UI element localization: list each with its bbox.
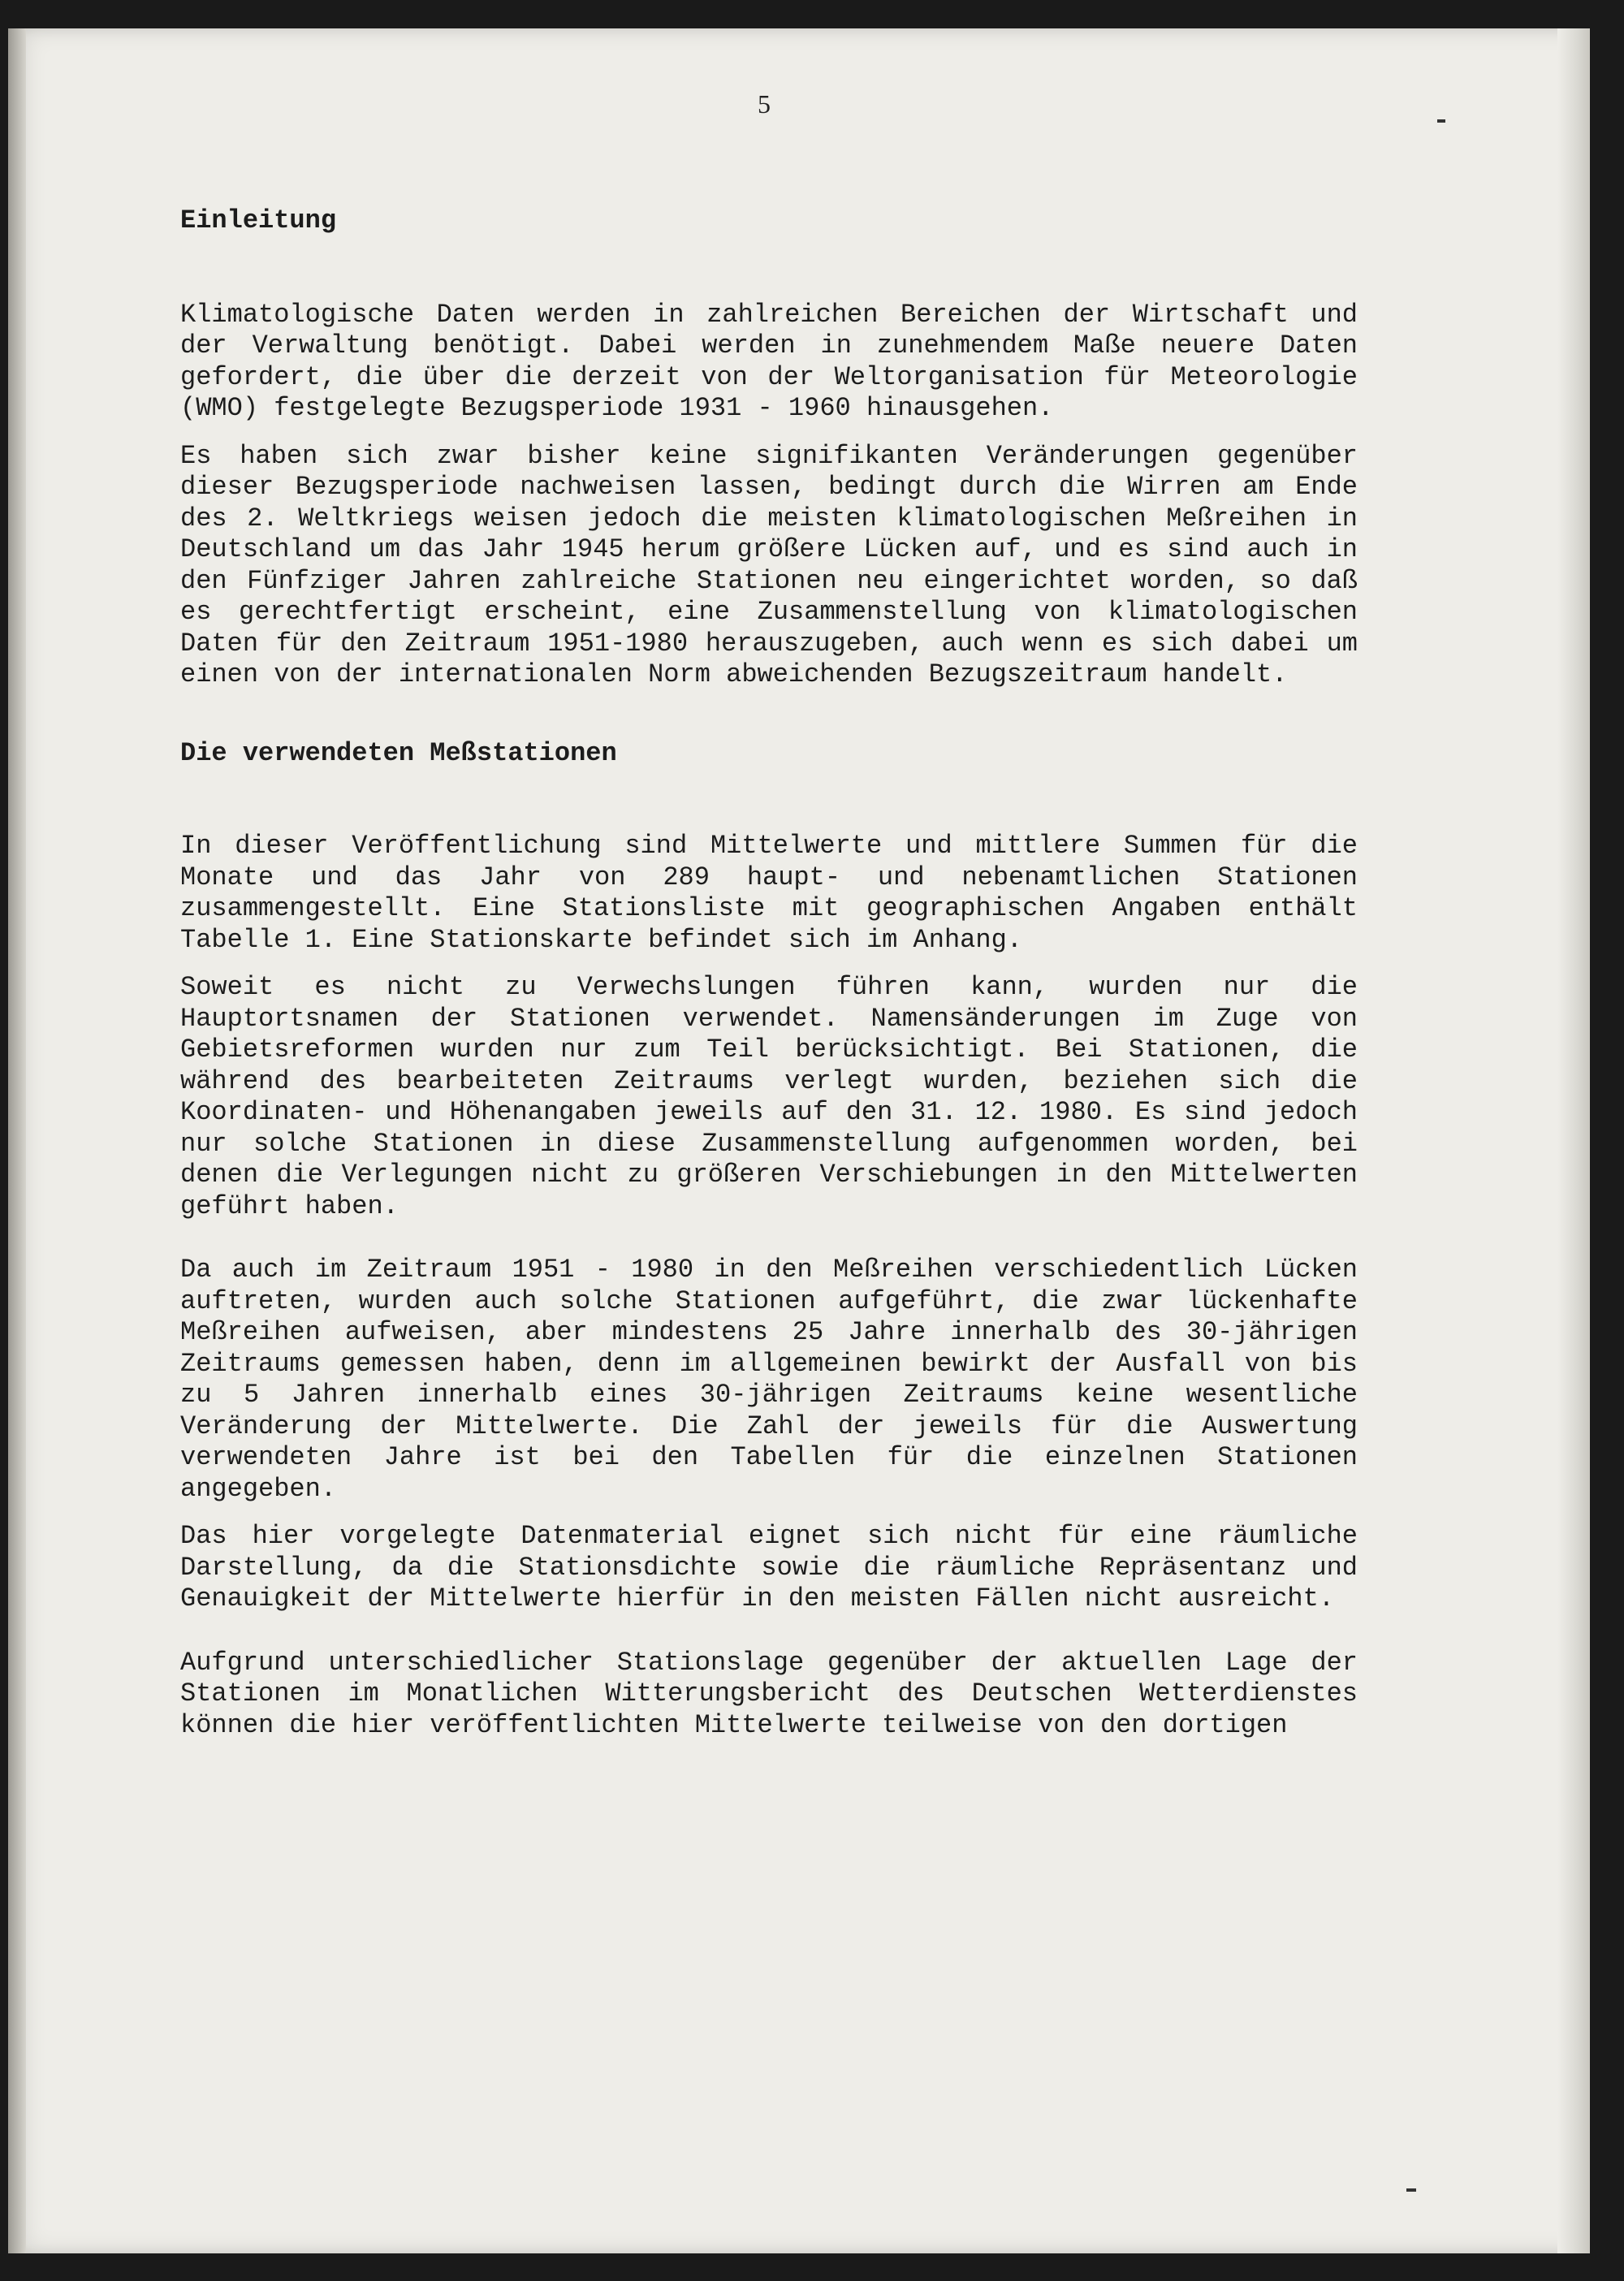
paragraph: Soweit es nicht zu Verwechslungen führen kann, wurden nur die Hauptortsnamen der Stationen verwendet. Namensänderungen im Zuge von Gebietsreformen wurden nur zum Teil berücksichtigt. Bei Stationen, die während des bearbeiteten Zeitraums verlegt wurden, beziehen sich die Koordinaten- und Höhenangaben jeweils auf den 31. 12. 1980. Es sind jedoch nur solche Stationen in diese Zusammenstellung aufgenommen worden, bei denen die Verlegungen nicht zu größeren Verschiebungen in den Mittelwerten geführt haben. xyxy=(180,972,1358,1221)
page-number: 5 xyxy=(758,89,771,119)
paragraph: Klimatologische Daten werden in zahlreichen Bereichen der Wirtschaft und der Verwaltung benötigt. Dabei werden in zunehmendem Maße neuere Daten gefordert, die über die derzeit von der Weltorganisation für Meteorologie (WMO) festgelegte Bezugsperiode 1931 - 1960 hinausgehen. xyxy=(180,299,1358,423)
section-heading-einleitung: Einleitung xyxy=(180,205,337,235)
scan-speck xyxy=(1406,2188,1416,2192)
section-heading-messstationen: Die verwendeten Meßstationen xyxy=(180,737,617,768)
paragraph: Es haben sich zwar bisher keine signifikanten Veränderungen gegenüber dieser Bezugsperiode nachweisen lassen, bedingt durch die Wirren am Ende des 2. Weltkriegs weisen jedoch die meisten klimatologischen Meßreihen in Deutschland um das Jahr 1945 herum größere Lücken auf, und es sind auch in den Fünfziger Jahren zahlreiche Stationen neu eingerichtet worden, so daß es gerechtfertigt erscheint, eine Zusammenstellung von klimatologischen Daten für den Zeitraum 1951-1980 herauszugeben, auch wenn es sich dabei um einen von der internationalen Norm abweichenden Bezugszeitraum handelt. xyxy=(180,440,1358,689)
paragraph: In dieser Veröffentlichung sind Mittelwerte und mittlere Summen für die Monate und das Jahr von 289 haupt- und nebenamtlichen Stationen zusammengestellt. Eine Stationsliste mit geographischen Angaben enthält Tabelle 1. Eine Stationskarte befindet sich im Anhang. xyxy=(180,831,1358,955)
paragraph: Aufgrund unterschiedlicher Stationslage gegenüber der aktuellen Lage der Stationen im Monatlichen Witterungsbericht des Deutschen Wetterdienstes können die hier veröffentlichten Mittelwerte teilweise von den dortigen xyxy=(180,1647,1358,1740)
paragraph: Da auch im Zeitraum 1951 - 1980 in den Meßreihen verschiedentlich Lücken auftreten, wurden auch solche Stationen aufgeführt, die zwar lückenhafte Meßreihen aufweisen, aber mindestens 25 Jahre innerhalb des 30-jährigen Zeitraums gemessen haben, denn im allgemeinen bewirkt der Ausfall von bis zu 5 Jahren innerhalb eines 30-jährigen Zeitraums keine wesentliche Veränderung der Mittelwerte. Die Zahl der jeweils für die Auswertung verwendeten Jahre ist bei den Tabellen für die einzelnen Stationen angegeben. xyxy=(180,1255,1358,1504)
document-body xyxy=(180,205,1358,1757)
paragraph: Das hier vorgelegte Datenmaterial eignet sich nicht für eine räumliche Darstellung, da die Stationsdichte sowie die räumliche Repräsentanz und Genauigkeit der Mittelwerte hierfür in den meisten Fällen nicht ausreicht. xyxy=(180,1521,1358,1614)
document-page xyxy=(8,28,1590,2253)
page-spine-shadow xyxy=(8,28,26,2253)
page-edge-shadow xyxy=(1557,28,1590,2253)
scan-speck xyxy=(1437,119,1445,123)
